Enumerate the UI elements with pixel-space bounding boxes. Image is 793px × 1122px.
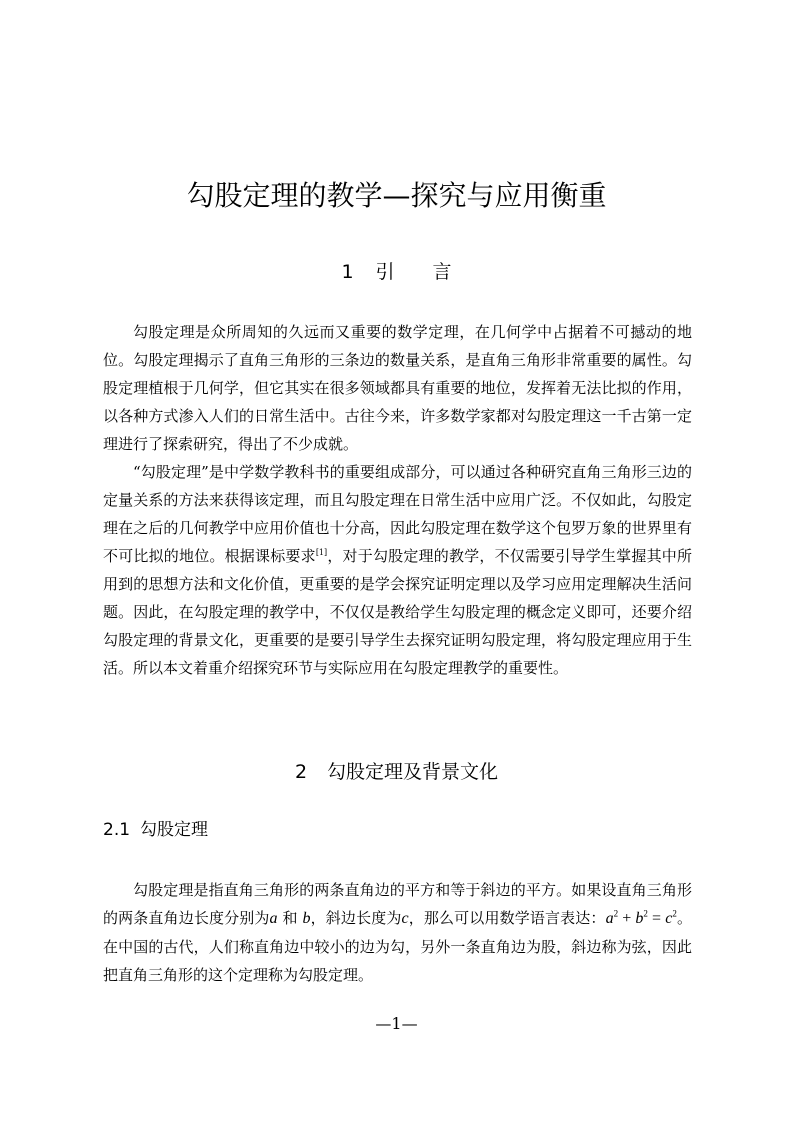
variable-a: a xyxy=(269,910,278,927)
theorem-paragraph xyxy=(103,876,692,989)
eq-plus: + xyxy=(618,910,636,927)
pythagorean-equation xyxy=(606,910,677,927)
section-number: 1 xyxy=(341,261,354,283)
section-title: 勾股定理及背景文化 xyxy=(327,761,499,783)
section-heading-intro xyxy=(0,258,793,286)
subsection-heading-2-1 xyxy=(103,817,208,843)
paragraph-text: 勾股定理是指直角三角形的两条直角边的平方和等于斜边的平方。如果设直角三角形的两条直角边长度分别为 xyxy=(103,881,692,927)
paragraph-text: 和 xyxy=(277,909,303,927)
citation-ref: [1] xyxy=(315,548,328,557)
eq-exponent: 2 xyxy=(672,908,677,919)
subsection-title: 勾股定理 xyxy=(140,820,209,840)
eq-exponent: 2 xyxy=(613,908,619,919)
intro-paragraph-2 xyxy=(103,458,692,682)
document-title: 勾股定理的教学—探究与应用衡重 xyxy=(186,179,607,212)
subsection-number: 2.1 xyxy=(103,820,131,840)
paragraph-text: 。在中国的古代，人们称直角边中较小的边为勾，另外一条直角边为股，斜边称为弦，因此把直角三角形的这个定理称为勾股定理。 xyxy=(103,909,692,984)
eq-equals: = xyxy=(647,910,666,927)
eq-var-a: a xyxy=(605,910,614,927)
section-title: 引言 xyxy=(375,261,490,283)
paragraph-text: “勾股定理”是中学数学教科书的重要组成部分，可以通过各种研究直角三角形三边的定量关系的方法来获得该定理，而且勾股定理在日常生活中应用广泛。不仅如此，勾股定理在之后的几何教学中应用价值也十分高，因此勾股定理在数学这个包罗万象的世界里有不可比拟的地位。根据课标要求 xyxy=(103,463,692,565)
section-heading-2 xyxy=(0,758,793,786)
eq-var-c: c xyxy=(665,910,673,927)
variable-c: c xyxy=(401,910,409,927)
paragraph-text: ，斜边长度为 xyxy=(310,909,402,927)
eq-var-b: b xyxy=(635,910,644,927)
variable-b: b xyxy=(302,910,311,927)
eq-exponent: 2 xyxy=(643,908,648,919)
page-number: —1— xyxy=(375,1014,418,1033)
paragraph-text: ，对于勾股定理的教学，不仅需要引导学生掌握其中所用到的思想方法和文化价值，更重要的是学会探究证明定理以及学习应用定理解决生活问题。因此，在勾股定理的教学中，不仅仅是教给学生勾股定理的概念定义即可，还要介绍勾股定理的背景文化，更重要的是要引导学生去探究证明勾股定理，将勾股定理应用于生活。所以本文着重介绍探究环节与实际应用在勾股定理教学的重要性。 xyxy=(103,547,692,677)
intro-paragraph-1: 勾股定理是众所周知的久远而又重要的数学定理，在几何学中占据着不可撼动的地位。勾股定理揭示了直角三角形的三条边的数量关系，是直角三角形非常重要的属性。勾股定理植根于几何学，但它其实在很多领域都具有重要的地位，发挥着无法比拟的作用，以各种方式渗入人们的日常生活中。古往今来，许多数学家都对勾股定理这一千古第一定理进行了探索研究，得出了不少成就。 xyxy=(103,323,692,453)
section-number: 2 xyxy=(294,761,308,783)
paragraph-text: ，那么可以用数学语言表达： xyxy=(408,909,606,927)
